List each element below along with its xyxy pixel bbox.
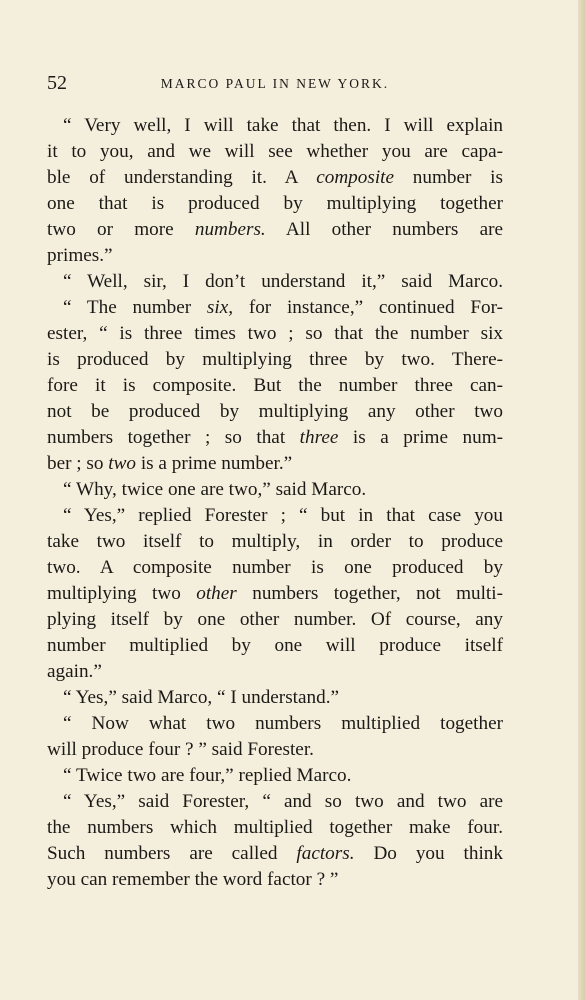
italic-word: factors. [296, 843, 355, 864]
italic-word: composite [316, 167, 395, 188]
text-line: “ Yes,” said Forester, “ and so two and two are [63, 791, 503, 812]
text-line: ester, “ is three times two ; so that the number six [47, 323, 503, 344]
text-line: “ Yes,” said Marco, “ I understand.” [63, 687, 340, 708]
text-line: will produce four ? ” said Forester. [47, 739, 314, 760]
text-line: two or more numbers. All other numbers are [47, 219, 503, 240]
page-header [47, 72, 503, 96]
running-head: MARCO PAUL IN NEW YORK. [160, 76, 390, 91]
italic-word: numbers. [194, 219, 266, 240]
text-line: you can remember the word factor ? ” [47, 869, 339, 890]
italic-word: two [108, 453, 137, 474]
italic-word: other [196, 583, 237, 604]
text-line: not be produced by multiplying any other two [47, 401, 503, 422]
text-line: plying itself by one other number. Of course, any [47, 609, 503, 630]
text-line: the numbers which multiplied together make four. [47, 817, 503, 838]
text-line: fore it is composite. But the number three can- [47, 375, 503, 396]
text-line: “ Now what two numbers multiplied together [63, 713, 503, 734]
italic-word: six, [206, 297, 234, 318]
text-line: “ Very well, I will take that then. I will explain [63, 115, 503, 136]
text-line: two. A composite number is one produced by [47, 557, 503, 578]
text-line: “ Why, twice one are two,” said Marco. [63, 479, 367, 500]
page-number: 52 [47, 72, 67, 94]
text-line: ber ; so two is a prime number.” [47, 453, 293, 474]
text-line: take two itself to multiply, in order to produce [47, 531, 503, 552]
text-line: “ Twice two are four,” replied Marco. [63, 765, 352, 786]
text-line: number multiplied by one will produce itself [47, 635, 503, 656]
text-line: numbers together ; so that three is a prime num- [47, 427, 504, 448]
text-line: “ The number six, for instance,” continued For- [63, 297, 503, 318]
text-line: “ Well, sir, I don’t understand it,” said Marco. [63, 271, 503, 292]
text-line: again.” [47, 661, 102, 682]
text-line: multiplying two other numbers together, not multi- [47, 583, 503, 604]
page-edge [578, 0, 585, 1000]
text-line: Such numbers are called factors. Do you think [47, 843, 503, 864]
text-line: it to you, and we will see whether you are capa- [47, 141, 503, 162]
italic-word: three [299, 427, 339, 448]
body-text [47, 113, 503, 893]
text-line: one that is produced by multiplying together [47, 193, 503, 214]
text-line: ble of understanding it. A composite number is [47, 167, 503, 188]
text-line: is produced by multiplying three by two. There- [47, 349, 503, 370]
text-line: “ Yes,” replied Forester ; “ but in that case you [63, 505, 503, 526]
text-line: primes.” [47, 245, 113, 266]
